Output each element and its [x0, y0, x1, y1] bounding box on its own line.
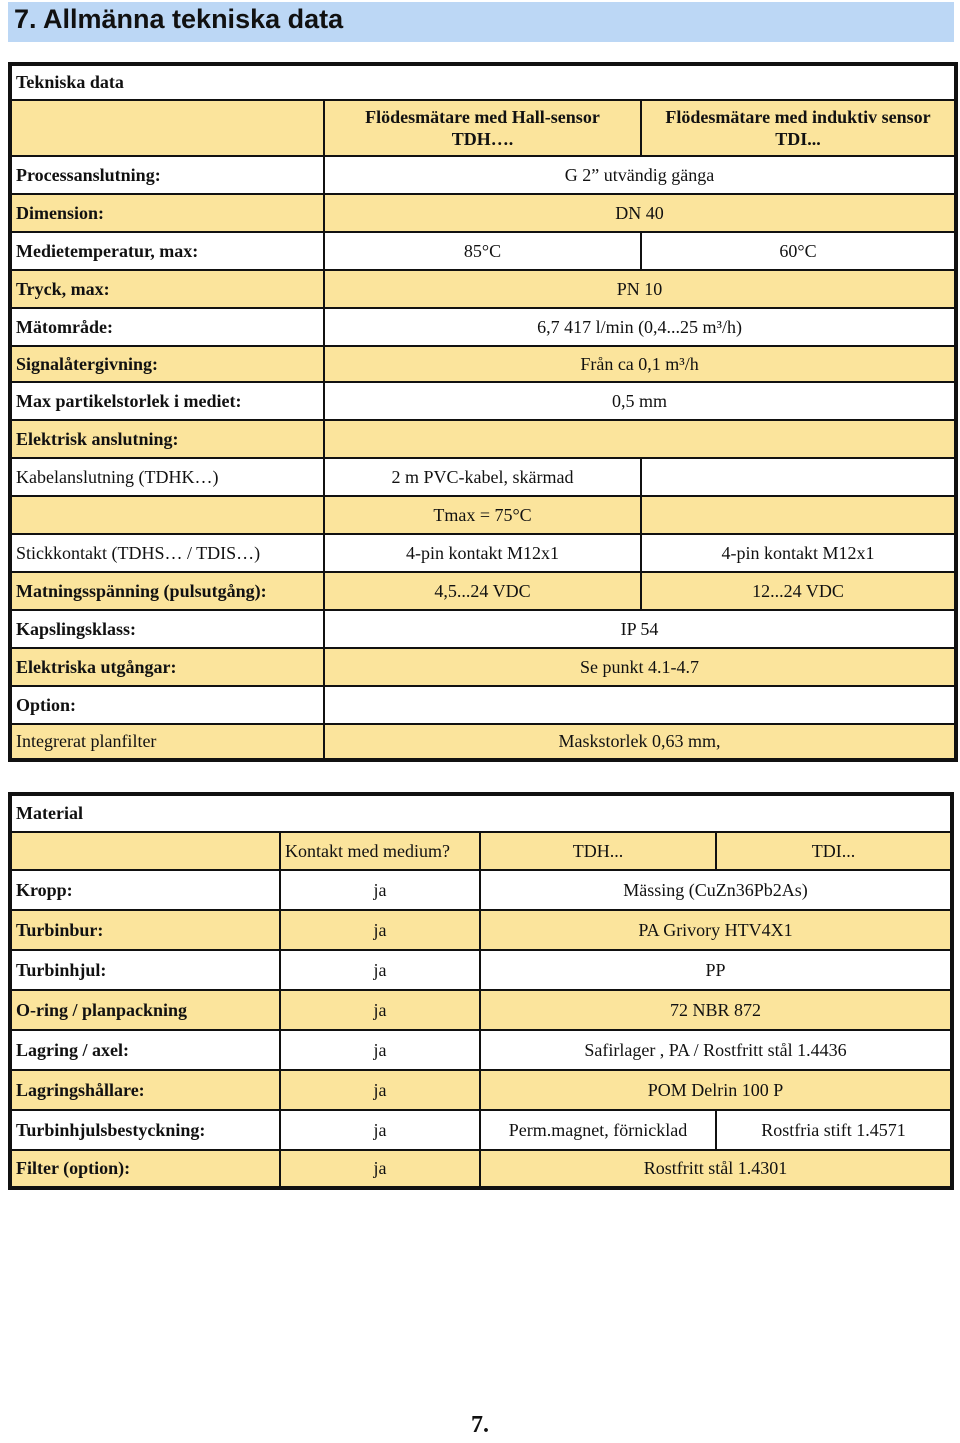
row-value-hall: 4,5...24 VDC	[324, 572, 641, 610]
row-label: Mätområde:	[10, 308, 324, 346]
material-value-tdi: Rostfria stift 1.4571	[716, 1110, 952, 1150]
material-label: Turbinbur:	[10, 910, 280, 950]
table-row	[10, 870, 952, 910]
row-label: Medietemperatur, max:	[10, 232, 324, 270]
column-header-tdh: TDH...	[480, 832, 716, 870]
material-value: Mässing (CuZn36Pb2As)	[480, 870, 952, 910]
table-row	[10, 950, 952, 990]
table-row	[10, 832, 952, 870]
row-label: Kabelanslutning (TDHK…)	[10, 458, 324, 496]
material-contact: ja	[280, 1110, 480, 1150]
material-contact: ja	[280, 1030, 480, 1070]
table-row	[10, 910, 952, 950]
material-label: Turbinhjulsbestyckning:	[10, 1110, 280, 1150]
table-row	[10, 990, 952, 1030]
material-contact: ja	[280, 990, 480, 1030]
row-value-hall: Tmax = 75°C	[324, 496, 641, 534]
row-value: Från ca 0,1 m³/h	[324, 346, 956, 382]
row-label: Elektriska utgångar:	[10, 648, 324, 686]
row-value-inductive: 4-pin kontakt M12x1	[641, 534, 956, 572]
material-value: 72 NBR 872	[480, 990, 952, 1030]
row-value: IP 54	[324, 610, 956, 648]
material-label: Turbinhjul:	[10, 950, 280, 990]
table-row	[10, 794, 952, 832]
column-header-tdi: TDI...	[716, 832, 952, 870]
row-label: Stickkontakt (TDHS… / TDIS…)	[10, 534, 324, 572]
row-value: 0,5 mm	[324, 382, 956, 420]
material-table	[8, 792, 954, 1190]
row-label: Processanslutning:	[10, 156, 324, 194]
row-label: Integrerat planfilter	[10, 724, 324, 760]
table-row	[10, 648, 956, 686]
row-value: Se punkt 4.1-4.7	[324, 648, 956, 686]
empty-cell	[324, 686, 956, 724]
row-value: Maskstorlek 0,63 mm,	[324, 724, 956, 760]
material-value: Safirlager , PA / Rostfritt stål 1.4436	[480, 1030, 952, 1070]
column-header-inductive: Flödesmätare med induktiv sensor TDI...	[641, 100, 956, 156]
table-row	[10, 1030, 952, 1070]
table-row	[10, 232, 956, 270]
table-row	[10, 686, 956, 724]
material-value: PA Grivory HTV4X1	[480, 910, 952, 950]
row-value: DN 40	[324, 194, 956, 232]
row-value-hall: 85°C	[324, 232, 641, 270]
material-label: Kropp:	[10, 870, 280, 910]
table-row	[10, 572, 956, 610]
table-row	[10, 496, 956, 534]
material-label: O-ring / planpackning	[10, 990, 280, 1030]
table-row	[10, 1150, 952, 1188]
table-row	[10, 194, 956, 232]
table-row	[10, 1070, 952, 1110]
row-value-inductive: 12...24 VDC	[641, 572, 956, 610]
table-row	[10, 382, 956, 420]
column-header-contact: Kontakt med medium?	[280, 832, 480, 870]
material-contact: ja	[280, 870, 480, 910]
empty-cell	[324, 420, 956, 458]
material-label: Lagring / axel:	[10, 1030, 280, 1070]
table-row	[10, 1110, 952, 1150]
table-row	[10, 724, 956, 760]
row-value-inductive: 60°C	[641, 232, 956, 270]
material-contact: ja	[280, 910, 480, 950]
row-value: G 2” utvändig gänga	[324, 156, 956, 194]
table-row	[10, 346, 956, 382]
row-value: 6,7 417 l/min (0,4...25 m³/h)	[324, 308, 956, 346]
section-title: 7. Allmänna tekniska data	[14, 4, 344, 34]
column-header-hall: Flödesmätare med Hall-sensor TDH….	[324, 100, 641, 156]
row-value-hall: 2 m PVC-kabel, skärmad	[324, 458, 641, 496]
table-row	[10, 64, 956, 100]
table-row	[10, 610, 956, 648]
material-value: Rostfritt stål 1.4301	[480, 1150, 952, 1188]
table-row	[10, 420, 956, 458]
table-row	[10, 270, 956, 308]
table-row	[10, 458, 956, 496]
section-title-banner	[8, 2, 954, 42]
row-label: Max partikelstorlek i mediet:	[10, 382, 324, 420]
tech-table-title: Tekniska data	[10, 64, 956, 100]
empty-cell	[641, 496, 956, 534]
material-value: POM Delrin 100 P	[480, 1070, 952, 1110]
table-row	[10, 100, 956, 156]
header-empty-cell	[10, 832, 280, 870]
material-value: PP	[480, 950, 952, 990]
material-table-title: Material	[10, 794, 952, 832]
table-row	[10, 534, 956, 572]
row-value: PN 10	[324, 270, 956, 308]
empty-cell	[641, 458, 956, 496]
row-label: Tryck, max:	[10, 270, 324, 308]
row-label: Dimension:	[10, 194, 324, 232]
material-contact: ja	[280, 950, 480, 990]
row-value-hall: 4-pin kontakt M12x1	[324, 534, 641, 572]
table-row	[10, 308, 956, 346]
row-label: Option:	[10, 686, 324, 724]
header-empty-cell	[10, 100, 324, 156]
material-contact: ja	[280, 1150, 480, 1188]
row-label: Matningsspänning (pulsutgång):	[10, 572, 324, 610]
table-row	[10, 156, 956, 194]
row-label: Elektrisk anslutning:	[10, 420, 324, 458]
material-label: Lagringshållare:	[10, 1070, 280, 1110]
material-contact: ja	[280, 1070, 480, 1110]
page-number: 7.	[471, 1412, 489, 1438]
material-label: Filter (option):	[10, 1150, 280, 1188]
material-value-tdh: Perm.magnet, förnicklad	[480, 1110, 716, 1150]
row-label: Signalåtergivning:	[10, 346, 324, 382]
row-label: Kapslingsklass:	[10, 610, 324, 648]
empty-cell	[10, 496, 324, 534]
technical-data-table	[8, 62, 958, 762]
